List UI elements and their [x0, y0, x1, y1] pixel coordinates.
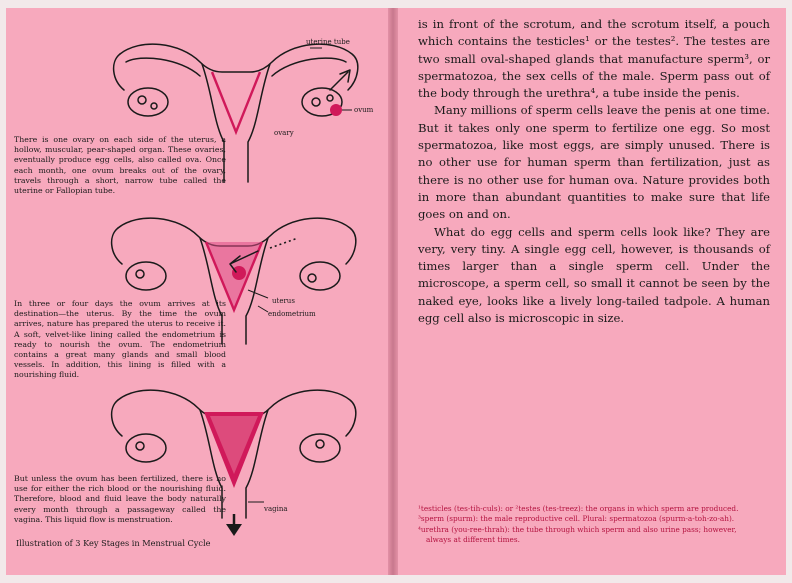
footnotes	[418, 504, 778, 546]
body-text	[418, 16, 770, 327]
right-page	[398, 8, 786, 575]
label-uterine-tube: uterine tube	[306, 38, 350, 46]
label-ovary: ovary	[274, 129, 294, 137]
label-ovum: ovum	[354, 106, 374, 114]
label-endometrium: endometrium	[268, 310, 316, 318]
footnote-urethra-cont: always at different times.	[426, 535, 520, 545]
caption-uterus-preparation: In three or four days the ovum arrives at its destination—the uterus. By the time the ovum arrives, nature has prepared the uterus to receive it. A soft, velvet-like lining called the endometrium is ready to nourish the ovum. The endometrium contains a great many glands and small blood vessels. In addition, this lining is filled with a nourishing fluid.	[14, 299, 226, 380]
caption-ovulation: There is one ovary on each side of the uterus, a hollow, muscular, pear-shaped organ. These ovaries, eventually produce egg cells, also called ova. Once each month, one ovum breaks out of the ovary, travels through a short, narrow tube called the uterine or Fallopian tube.	[14, 135, 226, 196]
label-vagina: vagina	[264, 505, 288, 513]
caption-menstruation: But unless the ovum has been fertilized, there is no use for either the rich blood or the nourishing fluid. Therefore, blood and fluid leave the body naturally every month through a passageway called the vagina. This liquid flow is menstruation.	[14, 474, 226, 524]
footnote-testicles: ¹testicles (tes-tih-culs): or ²testes (tes-treez): the organs in which sperm are produced.	[418, 504, 739, 513]
paragraph-3: What do egg cells and sperm cells look like? They are very, very tiny. A single egg cell, however, is thousands of times larger than a single sperm cell. Under the microscope, a sperm cell, so small it cannot be seen by the naked eye, looks like a lively long-tailed tadpole. A human egg cell also is microscopic in size.	[418, 224, 770, 326]
paragraph-1: is in front of the scrotum, and the scrotum itself, a pouch which contains the testicles¹ or the testes². The testes are two small oval-shaped glands that manufacture sperm³, or spermatozoa, the sex cells of the male. Sperm pass out of the body through the urethra⁴, a tube inside the penis.	[418, 17, 770, 101]
label-uterus: uterus	[272, 297, 295, 305]
footnote-urethra: ⁴urethra (you-ree-thrah): the tube through which sperm and also urine pass; however,	[418, 524, 737, 534]
paragraph-2: Many millions of sperm cells leave the penis at one time. But it takes only one sperm to fertilize one egg. So most spermatozoa, like most eggs, are simply unused. There is no other use for human sperm than fertilization, just as there is no other use for human ova. Nature provides both in more than abundant quantities to make sure that life goes on and on.	[418, 103, 770, 222]
footnote-sperm: ³sperm (spurm): the male reproductive cell. Plural: spermatozoa (spurm-a-toh-zo-ah).	[418, 514, 735, 524]
illustration-caption: Illustration of 3 Key Stages in Menstrual Cycle	[16, 538, 211, 548]
book-spine	[388, 8, 398, 575]
left-page	[6, 8, 388, 575]
